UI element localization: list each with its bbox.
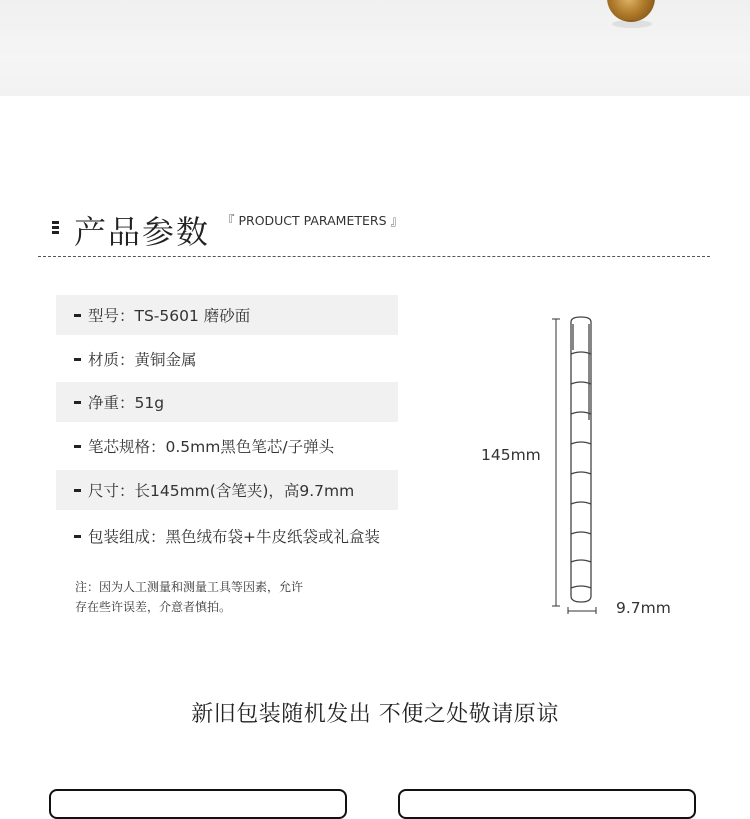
- spec-row-refill: [56, 426, 398, 466]
- width-label: 9.7mm: [616, 599, 671, 617]
- spec-row-weight: [56, 382, 398, 422]
- spec-text: 包装组成：黑色绒布袋+牛皮纸袋或礼盒装: [88, 528, 380, 546]
- note-line: 注：因为人工测量和测量工具等因素，允许: [75, 580, 304, 594]
- spec-text: 尺寸：长145mm(含笔夹)，高9.7mm: [88, 482, 355, 500]
- bullet-icon: [74, 314, 81, 317]
- note-line: 存在些许误差，介意者慎拍。: [75, 600, 232, 614]
- pen-dimension-figure: [540, 310, 610, 618]
- bullet-icon: [74, 401, 81, 404]
- menu-bars-icon: [52, 221, 59, 236]
- spec-text: 型号：TS-5601 磨砂面: [88, 307, 251, 325]
- package-image-frame-left: [49, 789, 347, 819]
- spec-row-package: [56, 516, 398, 556]
- section-subtitle: 『 PRODUCT PARAMETERS 』: [222, 213, 403, 228]
- spec-row-size: [56, 470, 398, 510]
- product-photo-strip: [0, 0, 750, 96]
- spec-text: 笔芯规格：0.5mm黑色笔芯/子弹头: [88, 438, 335, 456]
- section-divider: [38, 256, 710, 257]
- spec-row-material: [56, 339, 398, 379]
- bullet-icon: [74, 358, 81, 361]
- width-dimension-line: [568, 607, 596, 614]
- bullet-icon: [74, 445, 81, 448]
- bullet-icon: [74, 535, 81, 538]
- length-dimension-line: [552, 319, 560, 606]
- spec-text: 材质：黄铜金属: [88, 351, 197, 369]
- spec-row-model: [56, 295, 398, 335]
- length-label: 145mm: [481, 446, 541, 464]
- pen-outline-icon: [571, 317, 591, 602]
- pen-cap-shadow: [612, 20, 652, 28]
- section-title: 产品参数: [74, 213, 211, 251]
- pen-cap-image: [607, 0, 655, 22]
- bullet-icon: [74, 489, 81, 492]
- package-image-frame-right: [398, 789, 696, 819]
- measurement-note: [75, 577, 345, 617]
- packaging-notice: 新旧包装随机发出 不便之处敬请原谅: [191, 702, 559, 727]
- spec-text: 净重：51g: [88, 394, 165, 412]
